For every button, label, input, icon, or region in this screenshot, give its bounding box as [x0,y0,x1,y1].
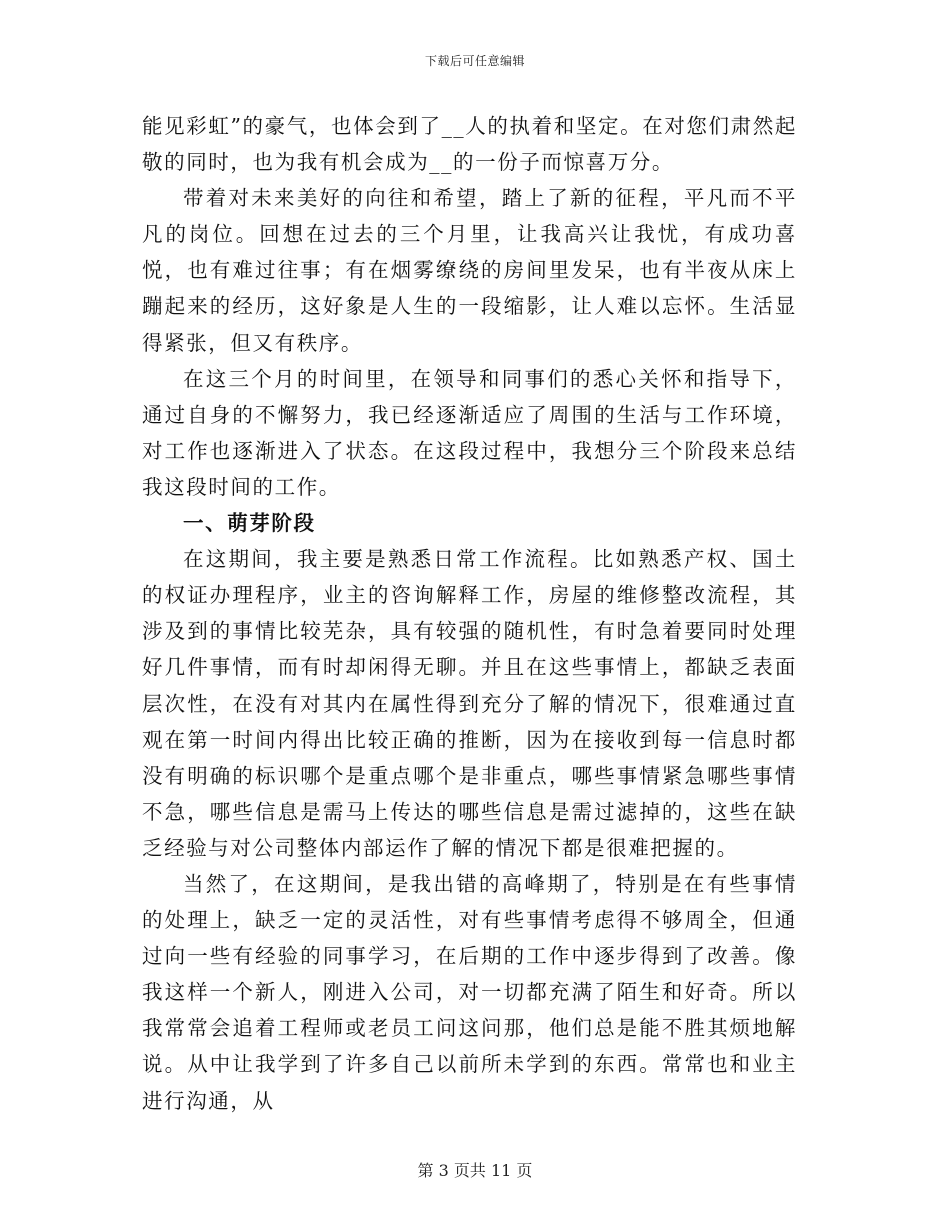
page-number-footer: 第 3 页共 11 页 [417,1161,533,1180]
paragraph-error-peak: 当然了，在这期间，是我出错的高峰期了，特别是在有些事情的处理上，缺乏一定的灵活性，对有些事情考虑得不够周全，但通过向一些有经验的同事学习，在后期的工作中逐步得到了改善。像我这样一个新人，刚进入公司，对一切都充满了陌生和好奇。所以我常常会追着工程师或老员工问这问那，他们总是能不胜其烦地解说。从中让我学到了许多自己以前所未学到的东西。常常也和业主进行沟通，从 [142,871,797,1113]
paragraph-continuation: 能见彩虹”的豪气，也体会到了__人的执着和坚定。在对您们肃然起敬的同时，也为我有机会成为__的一份子而惊喜万分。 [142,114,797,175]
page-header: 下载后可任意编辑 [424,54,525,68]
paragraph-new-journey: 带着对未来美好的向往和希望，踏上了新的征程，平凡而不平凡的岗位。回想在过去的三个月里，让我高兴让我忧，有成功喜悦，也有难过往事；有在烟雾缭绕的房间里发呆，也有半夜从床上蹦起来的经历，这好象是人生的一段缩影，让人难以忘怀。生活显得紧张，但又有秩序。 [142,186,797,355]
paragraph-three-months: 在这三个月的时间里，在领导和同事们的悉心关怀和指导下，通过自身的不懈努力，我已经逐渐适应了周围的生活与工作环境，对工作也逐渐进入了状态。在这段过程中，我想分三个阶段来总结我这段时间的工作。 [142,366,797,499]
document-body [142,108,797,1119]
paragraph-familiarize-workflow: 在这期间，我主要是熟悉日常工作流程。比如熟悉产权、国土的权证办理程序，业主的咨询解释工作，房屋的维修整改流程，其涉及到的事情比较芜杂，具有较强的随机性，有时急着要同时处理好几件事情，而有时却闲得无聊。并且在这些事情上，都缺乏表面层次性，在没有对其内在属性得到充分了解的情况下，很难通过直观在第一时间内得出比较正确的推断，因为在接收到每一信息时都没有明确的标识哪个是重点哪个是非重点，哪些事情紧急哪些事情不急，哪些信息是需马上传达的哪些信息是需过滤掉的，这些在缺乏经验与对公司整体内部运作了解的情况下都是很难把握的。 [142,547,797,860]
section-heading-sprout-stage: 一、萌芽阶段 [183,511,316,536]
